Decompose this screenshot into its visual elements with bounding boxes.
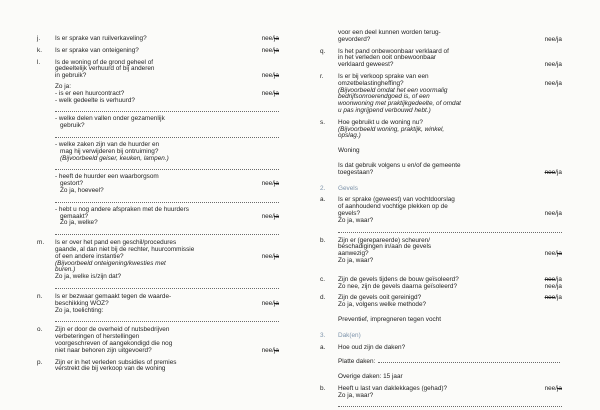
question-text: omzetbelastingheffing? [338, 79, 404, 87]
question-text: gemaakt? [60, 212, 89, 220]
question-body [55, 116, 279, 130]
answer-option-ja: ja [557, 209, 562, 217]
question-text: Zijn er in het verleden subsidies of premies [55, 358, 177, 366]
answer-option-nee: nee [261, 72, 273, 80]
nee-ja-answer: nee/ja [544, 275, 562, 283]
question-text: Zijn er door de overheid of nutsbedrijven [55, 326, 170, 334]
answer-option-ja: ja [557, 250, 562, 258]
nee-ja-answer: nee/ja [544, 282, 562, 290]
answer-option-nee: nee [544, 61, 556, 69]
question-text: Zo ja, welke? [60, 219, 98, 227]
sub-question [37, 207, 279, 227]
question-body [55, 36, 279, 43]
text-line [338, 393, 562, 400]
question-text: in het verleden ooit onbewoonbaar [338, 54, 437, 62]
question-letter [37, 174, 55, 194]
question-letter [37, 84, 55, 104]
question-body [338, 49, 562, 69]
question-letter [320, 374, 338, 381]
answer-option-ja: ja [274, 346, 279, 354]
question-text: Heeft u last van daklekkages (gehad)? [338, 384, 448, 392]
text-line [55, 308, 279, 315]
question-item-o [37, 327, 279, 354]
question-body [338, 317, 562, 324]
question-body [55, 84, 279, 104]
answer-option-nee: nee [544, 282, 556, 290]
answer-option-ja: ja [274, 180, 279, 188]
question-body [338, 345, 562, 352]
question-body [338, 148, 562, 155]
question-body [55, 48, 279, 55]
question-text: gestort? [60, 180, 84, 188]
text-line [338, 244, 562, 251]
text-line [338, 333, 562, 340]
text-line [338, 218, 562, 225]
answer-option-ja: ja [557, 35, 562, 43]
question-text: gevorderd? [338, 35, 371, 43]
answer-option-ja: ja [557, 282, 562, 290]
text-line [338, 359, 562, 366]
question-text: in gebruik? [55, 72, 87, 80]
question-text: of een andere instantie? [55, 252, 124, 260]
question-text: Is er bezwaar gemaakt tegen de waarde- [55, 292, 172, 300]
question-item-b [320, 238, 562, 265]
dotted-answer-line [55, 286, 279, 289]
question-letter: o. [37, 326, 43, 334]
text-line [55, 188, 279, 195]
question-text: Zo nee, zijn de gevels daarna geïsoleerd? [338, 282, 458, 290]
question-text: aanwezig? [338, 250, 369, 258]
question-text: beschadigingen in/aan de gevels [338, 243, 432, 251]
text-line [338, 284, 562, 291]
text-line [338, 170, 562, 177]
dotted-answer-line [55, 167, 279, 170]
text-line [338, 186, 562, 193]
answer-option-nee: nee [261, 89, 273, 97]
question-continuation [320, 30, 562, 44]
question-text: beschikking WOZ? [55, 299, 109, 307]
text-line [338, 30, 562, 37]
text-line [55, 220, 279, 227]
question-letter: m. [37, 239, 45, 247]
question-text: gevels? [338, 209, 361, 217]
question-letter [320, 148, 338, 155]
question-text: Is er bij verkoop sprake van een [338, 72, 429, 80]
question-item-b [320, 386, 562, 400]
question-text: opslag.) [338, 132, 361, 140]
answer-option-nee: nee [261, 252, 273, 260]
question-body [338, 186, 562, 193]
nee-ja-answer: nee/ja [544, 61, 562, 69]
question-body [55, 327, 279, 354]
question-letter: p. [37, 358, 43, 366]
filled-answer-text [320, 317, 562, 324]
answer-text: toegestaan? [338, 168, 374, 176]
right-column [320, 30, 562, 410]
dotted-answer-line [55, 319, 279, 322]
question-body [338, 197, 562, 224]
answer-option-nee: nee [261, 46, 273, 54]
nee-ja-answer: nee/ja [261, 72, 279, 80]
question-text: Is er over het pand een geschil/procedures [55, 239, 177, 247]
answer-option-ja: ja [274, 299, 279, 307]
question-text: Zo ja, toelichting: [55, 306, 104, 314]
answer-option-nee: nee [544, 294, 556, 302]
text-line [55, 123, 279, 130]
question-item-p [37, 360, 279, 374]
answer-option-nee: nee [261, 346, 273, 354]
answer-option-nee: nee [544, 209, 556, 217]
question-text: Hoe oud zijn de daken? [338, 343, 406, 351]
question-text: u pas ingrijpend verbouwd hebt.) [338, 106, 431, 114]
answer-option-nee: nee [544, 168, 556, 176]
text-line [55, 274, 279, 281]
answer-text: Is dat gebruik volgens u en/of de gemeente [338, 161, 461, 169]
dotted-answer-line [338, 230, 562, 233]
question-body [55, 60, 279, 80]
filled-answer-text [320, 359, 562, 366]
question-body [55, 294, 279, 314]
question-text: (Bijvoorbeeld woning, praktijk, winkel, [338, 125, 445, 133]
question-letter: b. [320, 236, 326, 244]
question-text: Zo ja: [55, 82, 71, 90]
answer-option-ja: ja [274, 89, 279, 97]
nee-ja-answer: nee/ja [544, 79, 562, 87]
answer-option-nee: nee [261, 35, 273, 42]
question-letter: q. [320, 47, 326, 55]
answer-text: Overige daken: 15 jaar [338, 373, 403, 381]
question-text: of aanhoudend vochtige plekken op de [338, 203, 448, 211]
question-text: Zijn de gevels tijdens de bouw geïsoleerd? [338, 275, 459, 283]
question-text: Is er sprake (geweest) van vochtdoorslag [338, 196, 455, 204]
question-item-c [320, 277, 562, 291]
question-text: Is de woning of de grond geheel of [55, 58, 154, 66]
question-body [55, 240, 279, 281]
text-line [338, 258, 562, 265]
question-body [338, 386, 562, 400]
question-letter: c. [320, 275, 325, 283]
answer-option-ja: ja [557, 294, 562, 302]
text-line [55, 98, 279, 105]
nee-ja-answer: nee/ja [544, 168, 562, 176]
text-line [338, 62, 562, 69]
nee-ja-answer: nee/ja [261, 212, 279, 220]
text-line [55, 366, 279, 373]
text-line [338, 127, 562, 134]
question-letter: j. [37, 35, 41, 42]
answer-option-nee: nee [544, 275, 556, 283]
answer-text: Platte daken: [338, 358, 376, 366]
answer-option-nee: nee [544, 250, 556, 258]
question-text: buren.) [55, 266, 76, 274]
question-item-a [320, 197, 562, 224]
question-text: (Bijvoorbeeld omdat het een voormalig [338, 86, 448, 94]
question-item-s [320, 120, 562, 140]
nee-ja-answer: nee/ja [544, 250, 562, 258]
question-body [55, 142, 279, 162]
dotted-answer-line [55, 232, 279, 235]
question-text: bedrijfsonroerendgoed is, of een [338, 93, 430, 101]
answer-option-ja: ja [274, 252, 279, 260]
question-item-d [320, 295, 562, 309]
question-letter: n. [37, 292, 43, 300]
question-letter: l. [37, 58, 41, 66]
question-item-l [37, 60, 279, 80]
question-text: verklaard geweest? [338, 61, 394, 69]
question-letter [320, 163, 338, 177]
answer-option-ja: ja [557, 61, 562, 69]
question-text: Zo ja, hoeveel? [60, 186, 104, 194]
question-text: Is er sprake van onteigening? [55, 46, 139, 54]
question-text: Zo ja, waar? [338, 391, 374, 399]
question-body [55, 174, 279, 194]
question-letter [37, 142, 55, 162]
question-body [55, 207, 279, 227]
question-text: Is er sprake van ruilverkaveling? [55, 35, 147, 42]
question-text: voorgeschreven of aangekondigd die nog [55, 339, 173, 347]
left-column [37, 36, 279, 373]
question-text: Gevels [338, 184, 358, 192]
answer-option-nee: nee [544, 79, 556, 87]
answer-option-ja: ja [557, 384, 562, 392]
text-line [55, 73, 279, 80]
question-body [55, 360, 279, 374]
answer-option-ja: ja [557, 168, 562, 176]
question-item-j [37, 36, 279, 43]
text-line [338, 302, 562, 309]
question-body [338, 120, 562, 140]
dotted-answer-line [338, 404, 562, 407]
text-line [338, 204, 562, 211]
question-text: Zo ja, welke is/zijn dat? [55, 273, 122, 281]
dotted-answer-line [55, 200, 279, 203]
question-body [338, 238, 562, 265]
section-heading [320, 333, 562, 340]
sub-question [37, 116, 279, 130]
question-text: Dak(en) [338, 331, 361, 339]
question-text: gaande, al dan niet bij de rechter, huurcommissie [55, 245, 195, 253]
question-text: gedeeltelijk verhuurd of bij anderen [55, 65, 155, 73]
question-body [338, 333, 562, 340]
answer-option-ja: ja [557, 79, 562, 87]
text-line [55, 36, 279, 43]
question-letter [37, 116, 55, 130]
question-letter: a. [320, 196, 326, 204]
answer-option-ja: ja [557, 275, 562, 283]
answer-text: Woning [338, 147, 360, 155]
question-item-k [37, 48, 279, 55]
question-body [338, 163, 562, 177]
nee-ja-answer: nee/ja [544, 35, 562, 43]
question-text: mag hij verwijderen bij ontruiming? [60, 147, 159, 155]
question-text: - is er een huurcontract? [55, 89, 125, 97]
answer-text: Preventief, impregneren tegen vocht [338, 315, 442, 323]
text-line [338, 133, 562, 140]
nee-ja-answer: nee/ja [261, 180, 279, 188]
nee-ja-answer: nee/ja [261, 299, 279, 307]
text-line [55, 261, 279, 268]
question-text: Zijn de gevels ooit gereinigd? [338, 294, 422, 302]
answer-option-ja: ja [274, 46, 279, 54]
answer-option-nee: nee [261, 299, 273, 307]
question-letter: k. [37, 46, 42, 54]
answer-option-nee: nee [261, 180, 273, 188]
section-number: 3. [320, 331, 326, 339]
answer-option-ja: ja [274, 212, 279, 220]
text-line [55, 207, 279, 214]
question-text: voor een deel kunnen worden terug- [338, 29, 441, 36]
question-body [338, 374, 562, 381]
question-text: Zijn er (gerepareerde) scheuren/ [338, 236, 430, 244]
question-letter [320, 30, 338, 44]
question-item-m [37, 240, 279, 281]
text-line [338, 374, 562, 381]
question-body [338, 277, 562, 291]
answer-option-nee: nee [544, 35, 556, 43]
nee-ja-answer: nee/ja [261, 346, 279, 354]
filled-answer-text [320, 148, 562, 155]
section-number: 2. [320, 184, 326, 192]
question-text: - heeft de huurder een waarborgsom [55, 173, 159, 181]
text-line [55, 66, 279, 73]
text-line [338, 317, 562, 324]
text-line [55, 116, 279, 123]
question-body [338, 74, 562, 115]
question-text: niet naar behoren zijn uitgevoerd? [55, 346, 152, 354]
answer-option-ja: ja [274, 72, 279, 80]
text-line [338, 148, 562, 155]
sub-question [37, 174, 279, 194]
dotted-answer-fill [378, 361, 560, 363]
question-text: verstrekt die bij verkoop van de woning [55, 365, 166, 373]
question-letter [37, 207, 55, 227]
nee-ja-answer: nee/ja [544, 294, 562, 302]
text-line [55, 48, 279, 55]
question-text: verbeteringen of herstellingen [55, 333, 140, 341]
text-line [55, 348, 279, 355]
question-letter: a. [320, 343, 326, 351]
dotted-answer-line [55, 135, 279, 138]
sub-question [37, 84, 279, 104]
nee-ja-answer: nee/ja [544, 384, 562, 392]
question-item-n [37, 294, 279, 314]
filled-answer-text [320, 374, 562, 381]
question-letter: s. [320, 118, 325, 126]
question-letter: b. [320, 384, 326, 392]
question-text: gebruik? [60, 122, 85, 130]
dotted-answer-line [55, 109, 279, 112]
question-text: - welk gedeelte is verhuurd? [55, 96, 135, 104]
question-item-r [320, 74, 562, 115]
nee-ja-answer: nee/ja [261, 46, 279, 54]
text-line [338, 345, 562, 352]
nee-ja-answer: nee/ja [261, 35, 279, 42]
answer-option-nee: nee [261, 212, 273, 220]
filled-answer-text [320, 163, 562, 177]
nee-ja-answer: nee/ja [261, 89, 279, 97]
question-body [338, 359, 562, 366]
question-letter: d. [320, 294, 326, 302]
question-letter: r. [320, 72, 324, 80]
question-letter [320, 359, 338, 366]
question-body [338, 30, 562, 44]
sub-question [37, 142, 279, 162]
question-item-q [320, 49, 562, 69]
text-line [55, 156, 279, 163]
nee-ja-answer: nee/ja [544, 209, 562, 217]
question-text: Hoe gebruikt u de woning nu? [338, 118, 423, 126]
question-text: Zo ja, volgens welke methode? [338, 301, 427, 309]
question-body [338, 295, 562, 309]
text-line [55, 174, 279, 181]
question-text: - welke zaken zijn van de huurder en [55, 140, 160, 148]
section-heading [320, 186, 562, 193]
answer-option-ja: ja [274, 35, 279, 42]
text-line [338, 108, 562, 115]
answer-option-nee: nee [544, 384, 556, 392]
question-text: Is het pand onbewoonbaar verklaard of [338, 47, 449, 55]
text-line [338, 37, 562, 44]
question-item-a [320, 345, 562, 352]
question-text: (Bijvoorbeeld geiser, keuken, lampen.) [60, 154, 169, 162]
question-text: (Bijvoorbeeld onteigening/kwesties met [55, 259, 166, 267]
question-text: Zo ja, waar? [338, 216, 374, 224]
question-text: - welke delen vallen onder gezamenlijk [55, 115, 165, 123]
nee-ja-answer: nee/ja [261, 252, 279, 260]
question-text: woonwoning met praktijkgedeelte, of omdat [338, 100, 461, 108]
question-text: Zo ja, waar? [338, 256, 374, 264]
spacer [320, 265, 562, 272]
question-letter [320, 317, 338, 324]
question-text: - hebt u nog andere afspraken met de huurders [55, 205, 189, 213]
